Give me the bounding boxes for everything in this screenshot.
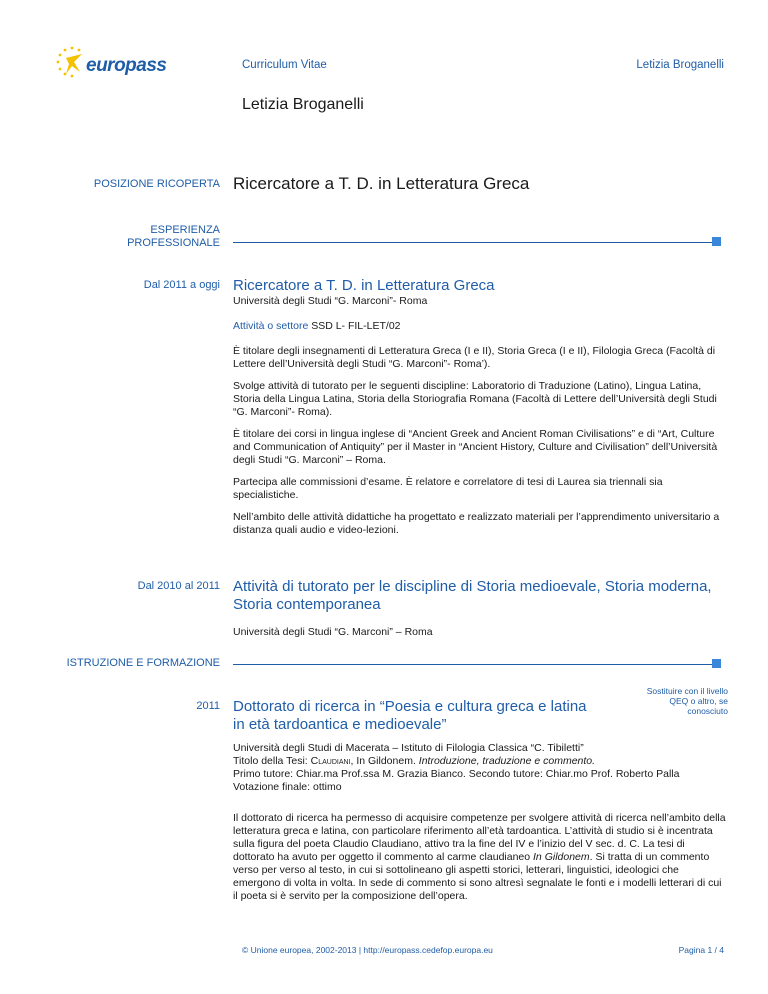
grade: Votazione finale: ottimo — [233, 781, 342, 793]
experience-label-line2: PROFESSIONALE — [127, 237, 220, 249]
experience-divider — [233, 242, 712, 243]
description-part-a: Il dottorato di ricerca ha permesso di acquisire competenze per svolgere attività di ricerca nell’ambito della letteratura greca e latina, con particolare riferimento all’età tardoantica. L’attività di studio si è incentrata sulla figura del poeta Claudio Claudiano, attivo tra la fine del IV e l’inizio del V sec. d. C. La tesi di dottorato ha avuto per oggetto il commento al carme claudianeo — [233, 812, 726, 863]
logo-text: europass — [86, 55, 167, 76]
education-1-description — [233, 812, 728, 903]
thesis-work: , In Gildonem. — [350, 755, 419, 767]
education-1-title: Dottorato di ricerca in “Poesia e cultura greca e latina in età tardoantica e medioevale” — [233, 698, 587, 733]
education-divider-square — [712, 659, 721, 668]
position-label: POSIZIONE RICOPERTA — [93, 178, 220, 190]
institution: Università degli Studi di Macerata – Istituto di Filologia Classica “C. Tibiletti” — [233, 742, 584, 754]
experience-divider-square — [712, 237, 721, 246]
experience-1-paragraph: Partecipa alle commissioni d’esame. È relatore e correlatore di tesi di Laurea sia triennali sia specialistiche. — [233, 476, 663, 501]
header-name: Letizia Broganelli — [636, 59, 724, 71]
thesis-title — [233, 755, 728, 768]
experience-2-dates: Dal 2010 al 2011 — [137, 580, 220, 592]
experience-label-line1: ESPERIENZA — [150, 224, 220, 236]
experience-1-paragraph: È titolare degli insegnamenti di Letteratura Greca (I e II), Storia Greca (I e II), Filologia Greca (Facoltà di Lettere dell’Università degli Studi “G. Marconi”- Roma’). — [233, 345, 716, 370]
qeq-note: Sostituire con il livello QEQ o altro, se conosciuto — [646, 686, 728, 716]
experience-2-title: Attività di tutorato per le discipline di Storia medioevale, Storia moderna, Storia contemporanea — [233, 578, 712, 613]
thesis-italic: Introduzione, traduzione e commento. — [418, 755, 596, 767]
education-divider — [233, 664, 712, 665]
education-1-dates: 2011 — [196, 700, 220, 712]
education-1-details — [233, 742, 728, 794]
experience-1-title: Ricercatore a T. D. in Letteratura Greca — [233, 277, 495, 294]
experience-1-paragraph: Svolge attività di tutorato per le seguenti discipline: Laboratorio di Traduzione (Latino), Lingua Latina, Storia della Lingua Latina, Storia della Storiografia Romana (Facoltà di Lettere dell’Università degli Studi “G. Marconi”- Roma). — [233, 380, 717, 418]
thesis-prefix: Titolo della Tesi: — [233, 755, 311, 767]
position-value: Ricercatore a T. D. in Letteratura Greca — [233, 174, 530, 193]
experience-1-sector — [233, 320, 728, 333]
thesis-author: Claudiani — [310, 755, 351, 767]
experience-label — [0, 224, 220, 250]
cv-label: Curriculum Vitae — [242, 59, 327, 71]
experience-1-paragraph: È titolare dei corsi in lingua inglese di “Ancient Greek and Ancient Roman Civilisations” e di “Art, Culture and Communication of Antiquity” per il Master in “Ancient History, Culture and Civilisation” dell’Università degli Studi “G. Marconi” – Roma. — [233, 428, 718, 466]
sector-label: Attività o settore — [233, 320, 309, 332]
europass-logo — [52, 44, 167, 84]
tutors: Primo tutore: Chiar.ma Prof.ssa M. Grazia Bianco. Secondo tutore: Chiar.mo Prof. Roberto Palla — [233, 768, 680, 780]
experience-1-dates: Dal 2011 a oggi — [143, 279, 220, 291]
sector-value: SSD L- FIL-LET/02 — [308, 320, 401, 332]
footer-page: Pagina 1 / 4 — [678, 945, 724, 955]
experience-2-employer: Università degli Studi “G. Marconi” – Roma — [233, 626, 433, 638]
description-part-b: . Si tratta di un commento verso per verso al testo, in cui si sottolineano gli aspetti storici, letterari, linguistici, ideologici che emergono di volta in volta. In sede di commento si sono altresì segnalate le fonti e i modelli letterari di cui il poeta si è servito per la composizione dell’opera. — [233, 851, 722, 902]
education-label: ISTRUZIONE E FORMAZIONE — [66, 657, 220, 669]
experience-1-employer: Università degli Studi “G. Marconi”- Roma — [233, 295, 428, 307]
applicant-name: Letizia Broganelli — [242, 96, 364, 113]
footer-copyright: © Unione europea, 2002-2013 | http://europass.cedefop.europa.eu — [242, 945, 493, 955]
experience-1-paragraph: Nell’ambito delle attività didattiche ha progettato e realizzato materiali per l’apprendimento universitario a distanza quali audio e video-lezioni. — [233, 511, 720, 536]
description-italic: In Gildonem — [533, 851, 590, 863]
